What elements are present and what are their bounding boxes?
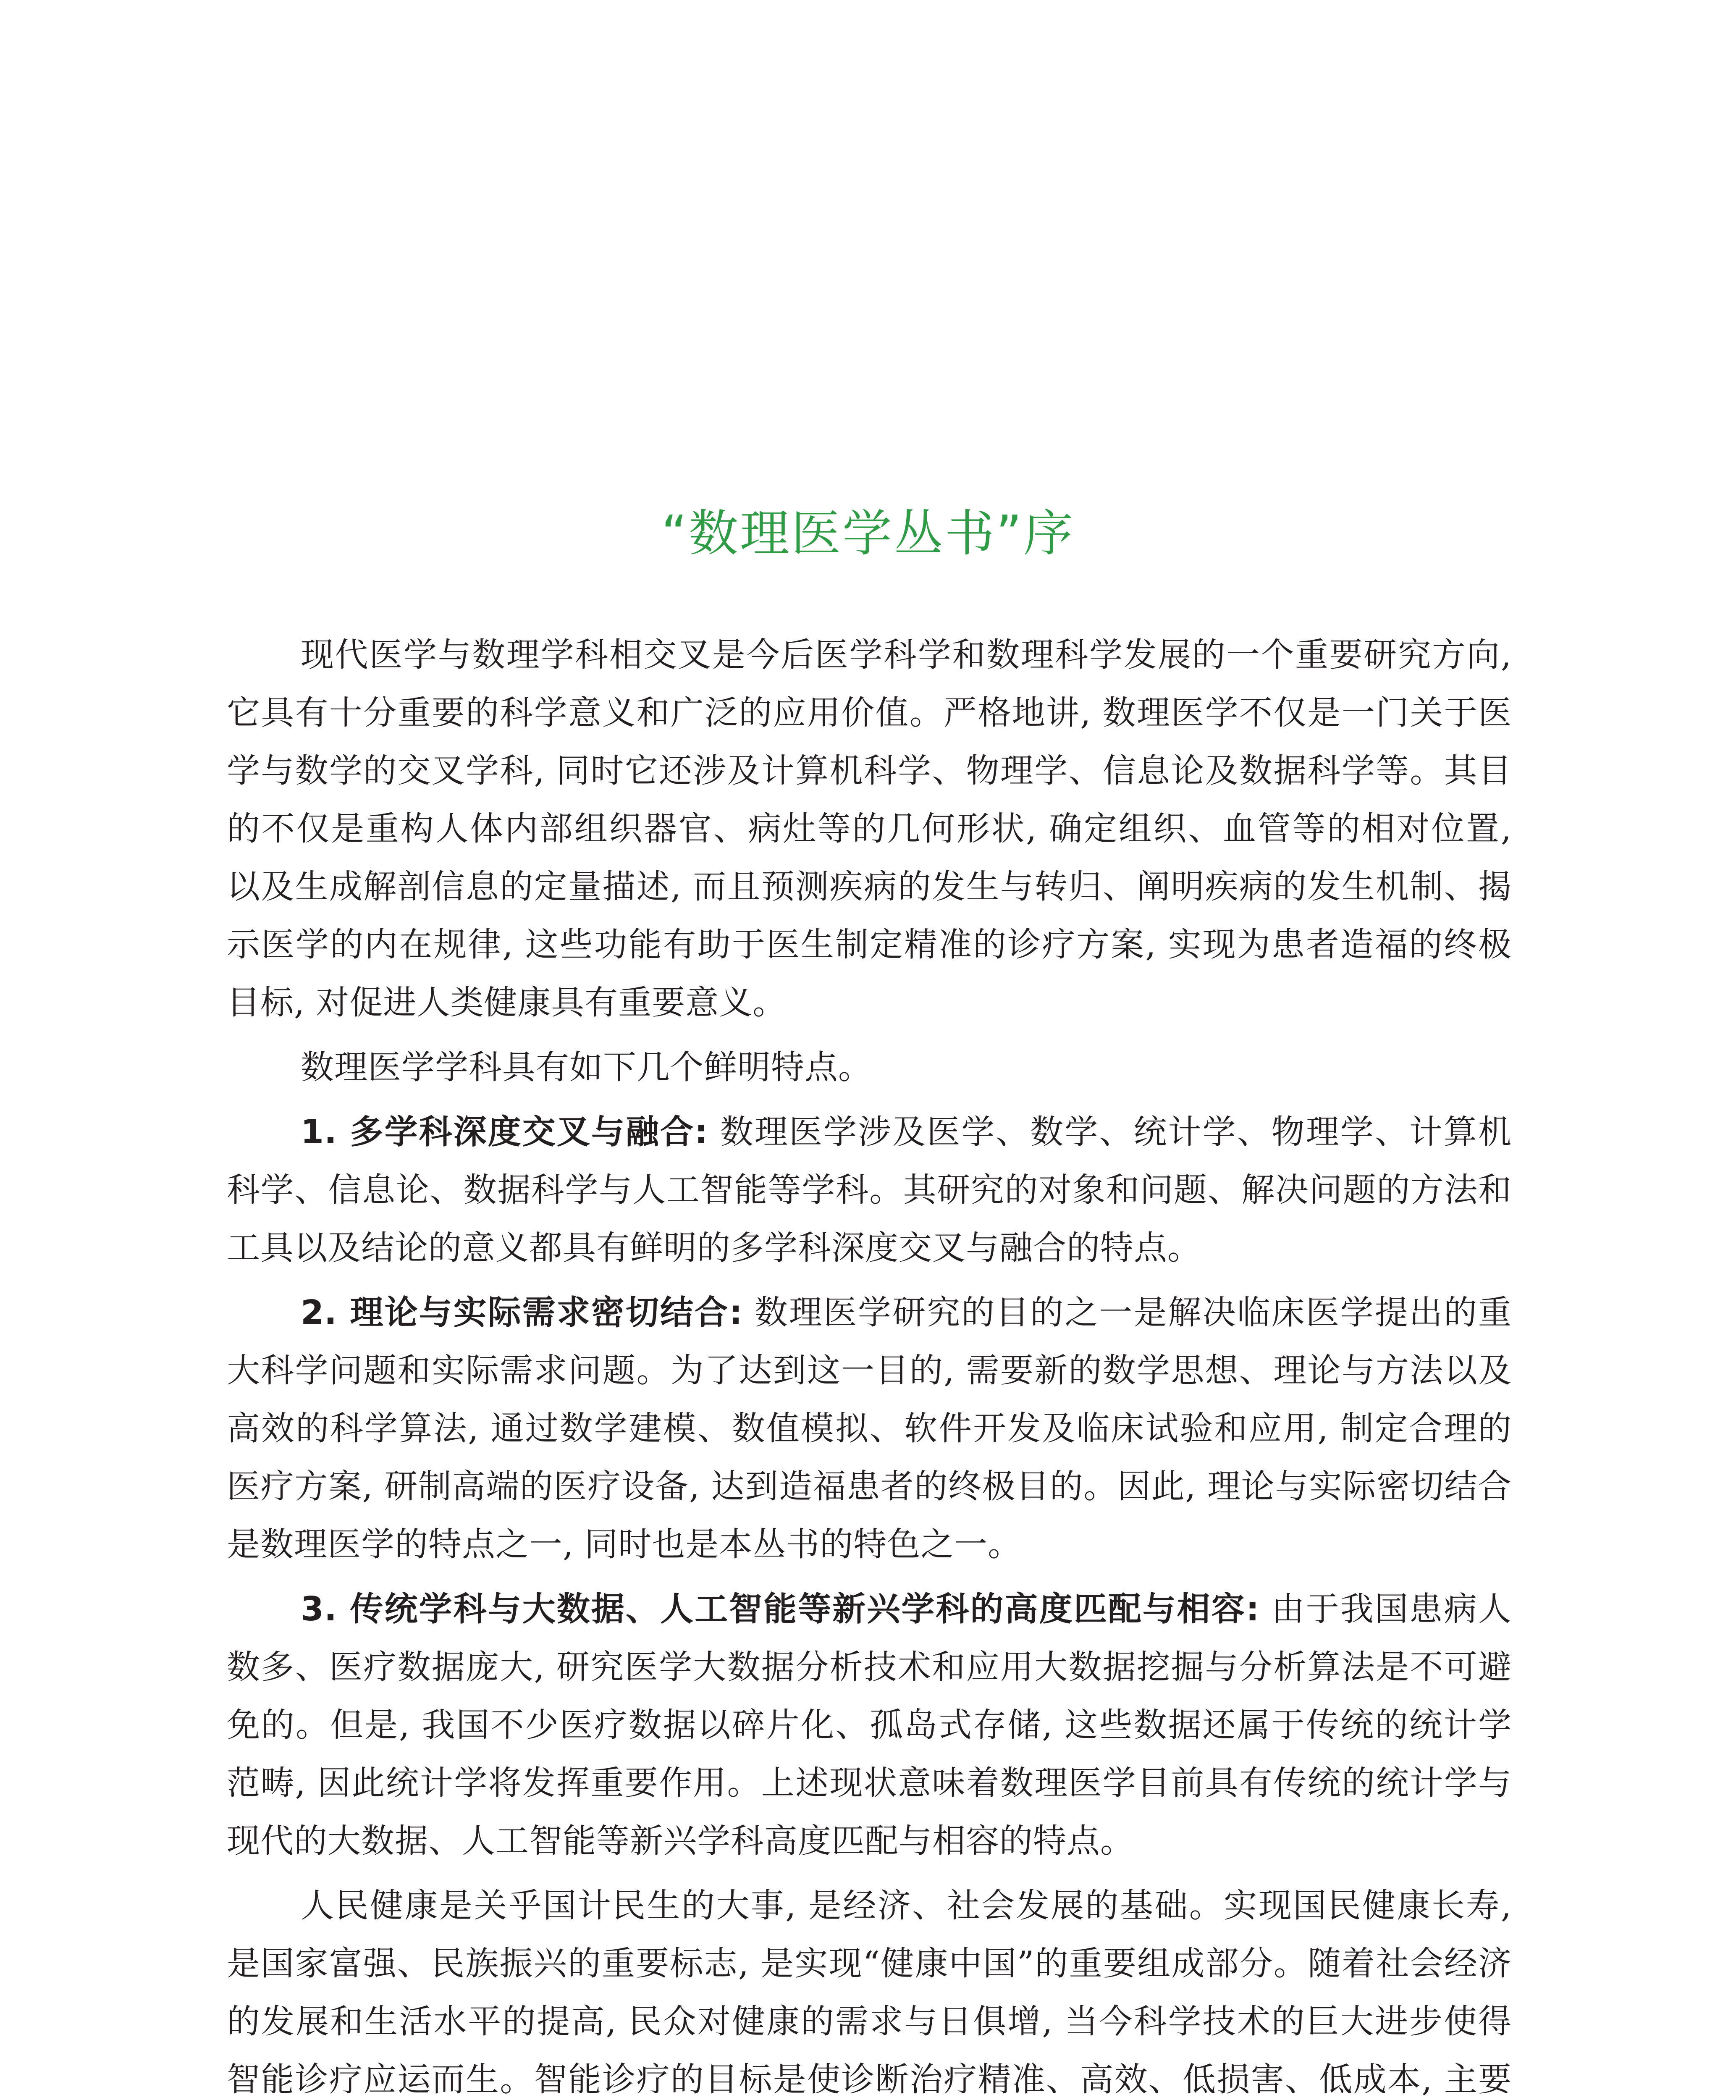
paragraph-intro: [227, 626, 1512, 1032]
paragraph-text: 现代医学与数理学科相交叉是今后医学科学和数理科学发展的一个重要研究方向, 它具有十分重要的科学意义和广泛的应用价值。严格地讲, 数理医学不仅是一门关于医学与数学的交叉学科, 同时它还涉及计算机科学、物理学、信息论及数据科学等。其目的不仅是重构人体内部组织器官、病灶等的几何形状, 确定组织、血管等的相对位置, 以及生成解剖信息的定量描述, 而且预测疾病的发生与转归、阐明疾病的发生机制、揭示医学的内在规律, 这些功能有助于医生制定精准的诊疗方案, 实现为患者造福的终极目标, 对促进人类健康具有重要意义。: [227, 635, 1512, 1022]
body-text: [227, 626, 1512, 2100]
feature-heading: 1. 多学科深度交叉与融合:: [301, 1113, 708, 1151]
paragraph-text: 数理医学学科具有如下几个鲜明特点。: [301, 1048, 872, 1087]
feature-heading: 2. 理论与实际需求密切结合:: [301, 1293, 743, 1332]
paragraph-feature-2: [227, 1284, 1512, 1573]
paragraph-text: 数理医学涉及医学、数学、统计学、物理学、计算机科学、信息论、数据科学与人工智能等学科。其研究的对象和问题、解决问题的方法和工具以及结论的意义都具有鲜明的多学科深度交叉与融合的特点。: [227, 1113, 1512, 1267]
paragraph-feature-3: [227, 1580, 1512, 1870]
paragraph-health: [227, 1877, 1512, 2100]
paragraph-text: 人民健康是关乎国计民生的大事, 是经济、社会发展的基础。实现国民健康长寿, 是国家富强、民族振兴的重要标志, 是实现“健康中国”的重要组成部分。随着社会经济的发展和生活水平的提高, 民众对健康的需求与日俱增, 当今科学技术的巨大进步使得智能诊疗应运而生。智能诊疗的目标是使诊断治疗精准、高效、低损害、低成本, 主要: [227, 1886, 1512, 2099]
feature-heading: 3. 传统学科与大数据、人工智能等新兴学科的高度匹配与相容:: [301, 1590, 1260, 1628]
paragraph-text: 由于我国患病人数多、医疗数据庞大, 研究医学大数据分析技术和应用大数据挖掘与分析算法是不可避免的。但是, 我国不少医疗数据以碎片化、孤岛式存储, 这些数据还属于传统的统计学范畴, 因此统计学将发挥重要作用。上述现状意味着数理医学目前具有传统的统计学与现代的大数据、人工智能等新兴学科高度匹配与相容的特点。: [227, 1590, 1512, 1860]
paragraph-text: 数理医学研究的目的之一是解决临床医学提出的重大科学问题和实际需求问题。为了达到这一目的, 需要新的数学思想、理论与方法以及高效的科学算法, 通过数学建模、数值模拟、软件开发及临床试验和应用, 制定合理的医疗方案, 研制高端的医疗设备, 达到造福患者的终极目的。因此, 理论与实际密切结合是数理医学的特点之一, 同时也是本丛书的特色之一。: [227, 1293, 1512, 1564]
paragraph-features-intro: [227, 1038, 1512, 1096]
page-title: “数理医学丛书”序: [661, 504, 1075, 562]
paragraph-feature-1: [227, 1103, 1512, 1277]
